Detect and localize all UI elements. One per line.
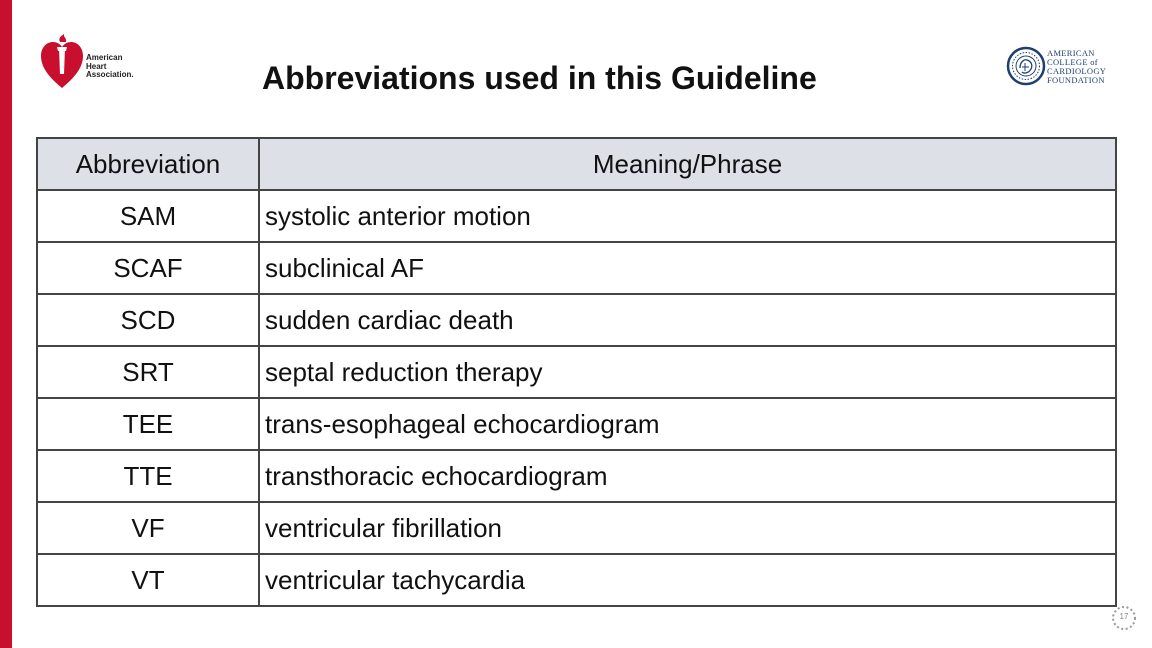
table-row (37, 554, 1116, 606)
aha-logo-text: American Heart Association. (86, 53, 134, 79)
column-header-meaning: Meaning/Phrase (259, 138, 1116, 190)
abbreviation-cell: SAM (37, 190, 259, 242)
table-row (37, 502, 1116, 554)
page-title: Abbreviations used in this Guideline (262, 60, 817, 96)
table-row (37, 346, 1116, 398)
meaning-cell: transthoracic echocardiogram (259, 450, 1116, 502)
abbreviation-cell: VT (37, 554, 259, 606)
abbreviation-cell: VF (37, 502, 259, 554)
abbreviation-cell: TEE (37, 398, 259, 450)
abbreviation-cell: TTE (37, 450, 259, 502)
page-number-badge (1110, 604, 1138, 632)
page-number: 17 (1119, 612, 1129, 621)
meaning-cell: ventricular tachycardia (259, 554, 1116, 606)
table-row (37, 398, 1116, 450)
meaning-cell: subclinical AF (259, 242, 1116, 294)
meaning-cell: sudden cardiac death (259, 294, 1116, 346)
column-header-abbreviation: Abbreviation (37, 138, 259, 190)
accf-logo-text: AMERICAN COLLEGE of CARDIOLOGY FOUNDATION (1047, 48, 1107, 85)
left-accent-bar (0, 0, 12, 648)
meaning-cell: systolic anterior motion (259, 190, 1116, 242)
table-row (37, 450, 1116, 502)
meaning-cell: ventricular fibrillation (259, 502, 1116, 554)
heart-torch-icon (40, 34, 84, 90)
abbreviation-cell: SRT (37, 346, 259, 398)
table-header-row (37, 138, 1116, 190)
table-row (37, 294, 1116, 346)
meaning-cell: septal reduction therapy (259, 346, 1116, 398)
abbreviation-cell: SCD (37, 294, 259, 346)
accf-seal-icon (1006, 46, 1046, 86)
meaning-cell: trans-esophageal echocardiogram (259, 398, 1116, 450)
abbreviations-table (36, 137, 1117, 607)
table-row (37, 190, 1116, 242)
table-row (37, 242, 1116, 294)
accf-logo (1006, 46, 1126, 90)
aha-logo (40, 34, 150, 90)
abbreviation-cell: SCAF (37, 242, 259, 294)
